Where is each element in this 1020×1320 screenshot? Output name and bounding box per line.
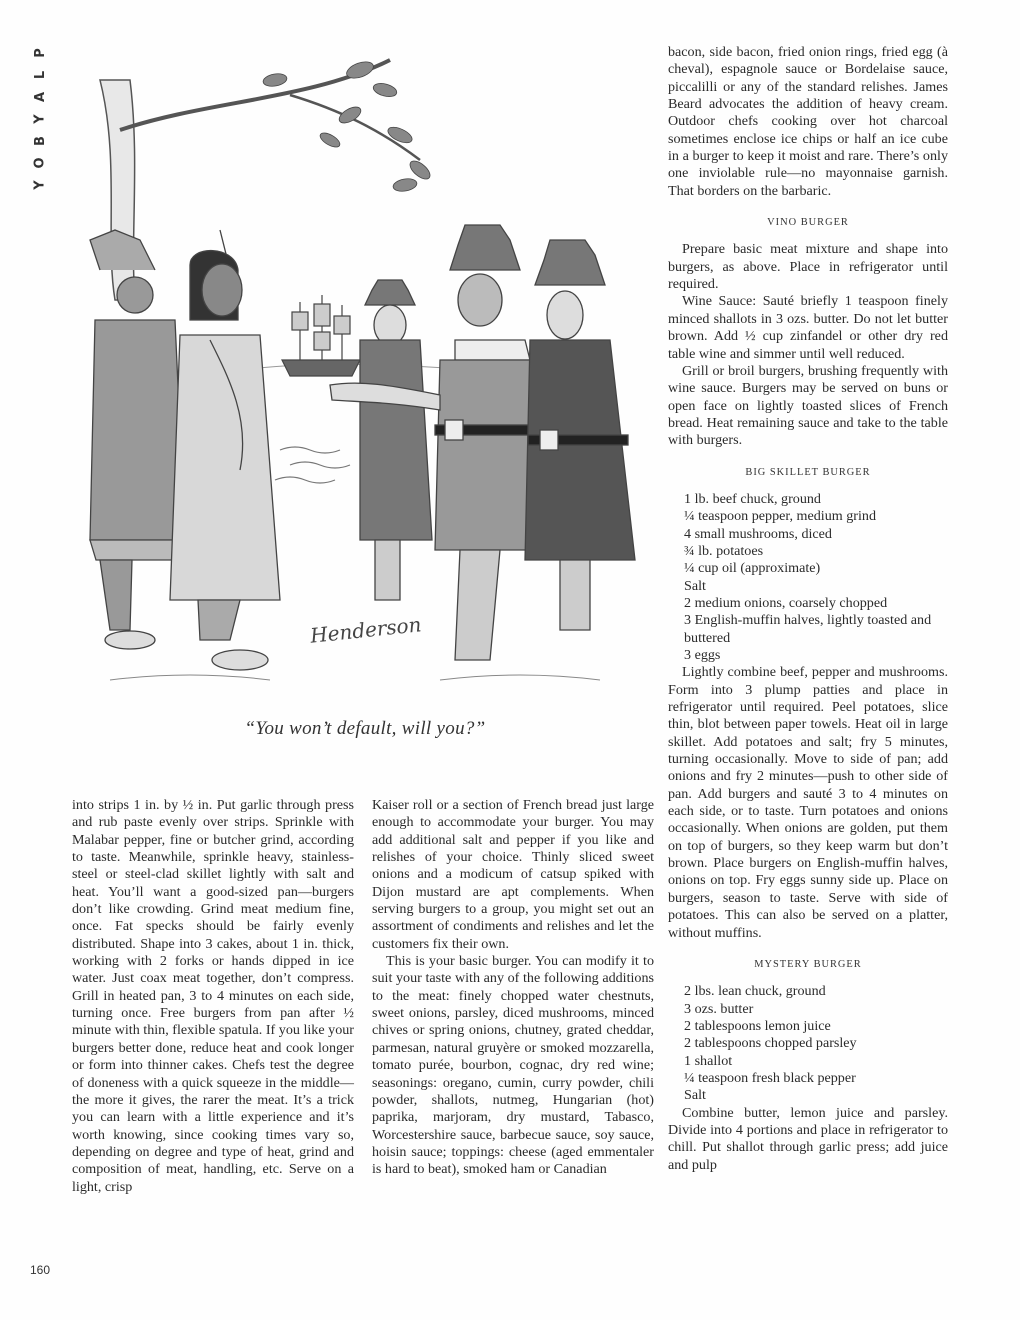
paragraph: This is your basic burger. You can modify it to suit your taste with any of the following additions to the meat: finely chopped water chestnuts, sweet onions, parsley, diced mushrooms, minced chives or spring onions, chutney, grated cheddar, parmesan, natural gruyère or smoked mozzarella, tomato purée, bourbon, cognac, dry red wine; seasonings: oregano, cumin, curry powder, chili powder, shallots, nutmeg, Hungarian (hot) paprika, marjoram, dry mustard, Tabasco, Worcestershire sauce, barbecue sauce, soy sauce, hoisin sauce; toppings: cheese (aged emmentaler is hard to beat), smoked ham or Canadian bbox=[372, 953, 654, 1178]
ingredient-item: Salt bbox=[684, 1087, 706, 1104]
paragraph: Lightly combine beef, pepper and mushrooms. Form into 3 plump patties and place in refrigerator until required. Peel potatoes, slice thin, blot between paper towels. Heat oil in large skillet. Add potatoes and salt; fry 5 minutes, turning occasionally. Move to side of pan; add onions and fry 2 minutes—push to other side of pan. Add burgers and sauté 3 to 4 minutes on each side, or to taste. Turn potatoes and onions occasionally. When onions are golden, put them on top of burgers, so they keep warm but don’t brown. Place burgers on English-muffin halves, onions on top. Fry eggs sunny side up. Place on burgers, season to taste. Serve with side of potatoes. This can also be served on a platter, without muffins. bbox=[668, 664, 948, 941]
recipe-heading-big-skillet-burger: BIG SKILLET BURGER bbox=[745, 466, 871, 478]
artist-signature: Henderson bbox=[309, 612, 423, 648]
figure-pilgrim-back bbox=[360, 280, 432, 600]
page-number: 160 bbox=[30, 1263, 51, 1277]
ingredient-item: 3 English-muffin halves, lightly toasted and buttered bbox=[684, 612, 932, 646]
text-column-2 bbox=[372, 797, 654, 1179]
figure-pilgrim-right bbox=[525, 240, 635, 630]
text-column-3 bbox=[668, 44, 948, 1174]
masthead-letter: Y bbox=[32, 114, 48, 124]
masthead-letter: A bbox=[33, 91, 48, 103]
masthead bbox=[30, 42, 52, 202]
ingredient-item: Salt bbox=[684, 577, 706, 594]
ingredient-item: 3 ozs. butter bbox=[684, 1000, 754, 1017]
ingredient-item: ¼ teaspoon fresh black pepper bbox=[684, 1069, 856, 1086]
masthead-letter: Y bbox=[32, 180, 48, 190]
ingredient-item: 1 shallot bbox=[684, 1052, 733, 1069]
recipe-heading-mystery-burger: MYSTERY BURGER bbox=[754, 958, 862, 970]
paragraph: Prepare basic meat mixture and shape into burgers, as above. Place in refrigerator until required. bbox=[668, 241, 948, 293]
paragraph: Wine Sauce: Sauté briefly 1 teaspoon finely minced shallots in 3 ozs. butter. Do not let butter brown. Add ½ cup zinfandel or other dry red table wine and simmer until well reduced. bbox=[668, 293, 948, 362]
ingredient-item: 4 small mushrooms, diced bbox=[684, 525, 832, 542]
masthead-letter: O bbox=[33, 157, 48, 169]
recipe-heading-vino-burger: VINO BURGER bbox=[767, 217, 849, 229]
masthead-letter: B bbox=[32, 136, 48, 146]
ingredient-item: 2 medium onions, coarsely chopped bbox=[684, 594, 888, 611]
ingredient-list bbox=[684, 983, 948, 1104]
paragraph: bacon, side bacon, fried onion rings, fried egg (à cheval), espagnole sauce or Bordelaise sauce, piccalilli or any of the standard relishes. James Beard advocates the addition of heavy cream. Outdoor chefs cooking over hot charcoal sometimes enclose ice chips or half an ice cube in a burger to keep it moist and rare. There’s only one inviolable rule—no mayonnaise garnish. That borders on the barbaric. bbox=[668, 44, 948, 199]
paragraph: Kaiser roll or a section of French bread just large enough to accommodate your burger. You may add additional salt and pepper if you like and relishes of your choice. Thinly sliced sweet onions and a modicum of catsup spiked with Dijon mustard are apt complements. When serving burgers to a group, you might set out an assortment of condiments and relishes and let the customers fix their own. bbox=[372, 797, 654, 952]
paragraph: Grill or broil burgers, brushing frequently with wine sauce. Burgers may be served on buns or open face on lightly toasted slices of French bread. Heat remaining sauce and take to the table with burgers. bbox=[668, 362, 948, 449]
ingredient-item: 2 tablespoons chopped parsley bbox=[684, 1035, 857, 1052]
ingredient-list bbox=[684, 491, 948, 664]
ingredient-item: ¾ lb. potatoes bbox=[684, 542, 764, 559]
masthead-letter: L bbox=[32, 70, 48, 80]
text-column-1 bbox=[72, 797, 354, 1196]
paragraph: Combine butter, lemon juice and parsley. Divide into 4 portions and place in refrigerator to chill. Put shallot through garlic press; add juice and pulp bbox=[668, 1104, 948, 1173]
ingredient-item: 1 lb. beef chuck, ground bbox=[684, 490, 821, 507]
masthead-letter: P bbox=[33, 48, 48, 58]
ingredient-item: ¼ teaspoon pepper, medium grind bbox=[684, 508, 877, 525]
ingredient-item: ¼ cup oil (approximate) bbox=[684, 560, 821, 577]
ingredient-item: 2 tablespoons lemon juice bbox=[684, 1017, 831, 1034]
paragraph: into strips 1 in. by ½ in. Put garlic through press and rub paste evenly over strips. Sprinkle with Malabar pepper, fine or butcher grind, according to taste. Meanwhile, sprinkle heavy, stainless-steel or steel-clad skillet lightly with salt and heat. You’ll want a good-sized pan—burgers don’t like crowding. Grind meat medium fine, once. Fat specks should be fairly evenly distributed. Shape into 3 cakes, about 1 in. thick, working with 2 forks or hands dipped in ice water. Just coax meat together, don’t compress. Grill in heated pan, 3 to 4 minutes on each side, turning once. Free burgers from pan after ½ minute with thin, flexible spatula. If you like your burgers better done, reduce heat and cook longer or form into thinner cakes. Chefs test the degree of doneness with a quick squeeze in the middle—the more it gives, the rarer the meat. It’s a trick you can learn with a little experience and it’s worth knowing, since cooking times vary so, depending on degree and type of heat, grind and composition of meat, handling, etc. Serve on a light, crisp bbox=[72, 797, 354, 1195]
ship-drawing bbox=[282, 295, 360, 376]
ingredient-item: 2 lbs. lean chuck, ground bbox=[684, 983, 826, 1000]
ingredient-item: 3 eggs bbox=[684, 647, 721, 663]
figure-native-center bbox=[170, 230, 280, 670]
cartoon-caption: “You won’t default, will you?” bbox=[244, 718, 486, 739]
